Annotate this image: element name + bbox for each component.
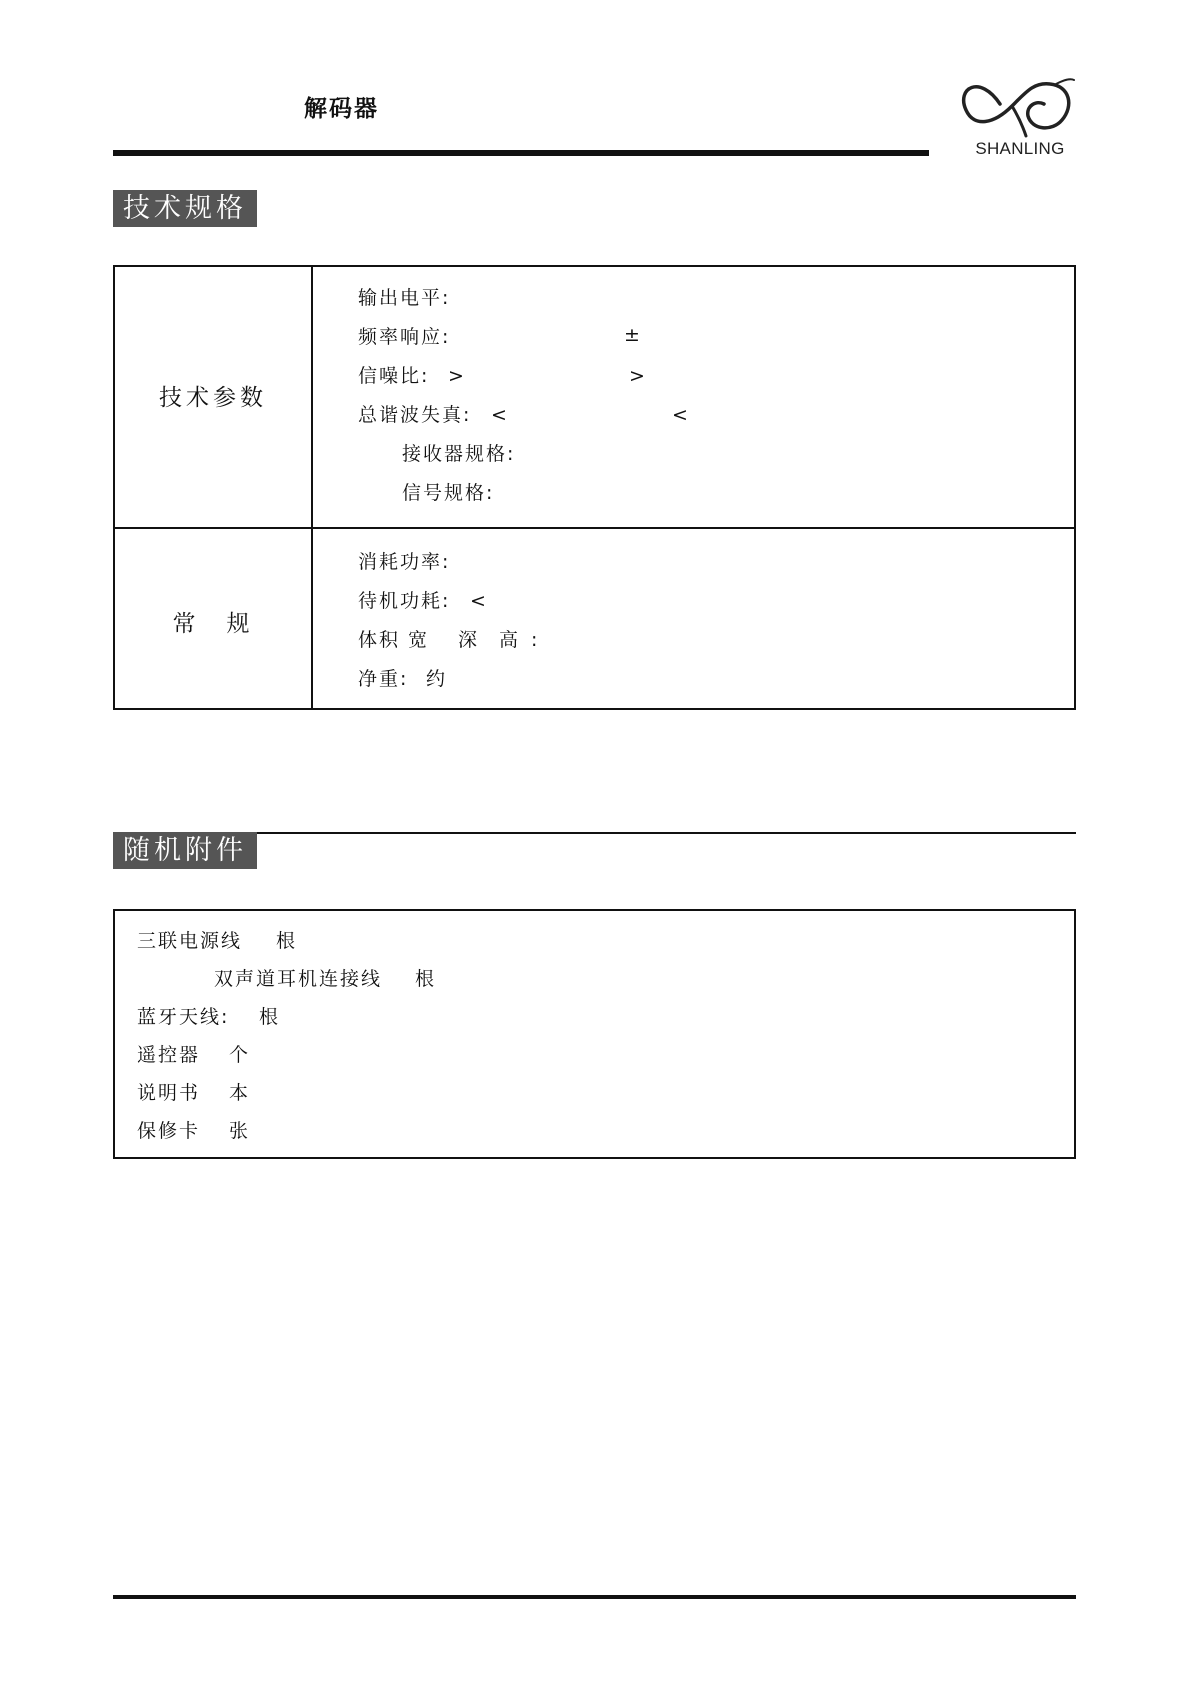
spec-frequency-tolerance: ± [624, 324, 642, 346]
spec-dimensions-height: 高 [499, 629, 521, 651]
accessory-power-cord: 三联电源线 [137, 930, 243, 952]
spec-thd: 总谐波失真: [358, 404, 472, 426]
accessory-headphone-cable: 双声道耳机连接线 [214, 968, 383, 990]
spec-snr-greater-2: > [629, 365, 647, 387]
spec-dimensions-colon: : [531, 629, 540, 651]
accessory-manual-unit: 本 [229, 1082, 251, 1104]
accessory-power-cord-unit: 根 [276, 930, 298, 952]
section-title-accessories: 随机附件 [113, 832, 257, 869]
spec-standby-power: 待机功耗: [358, 590, 451, 612]
accessory-warranty-card-unit: 张 [229, 1120, 251, 1142]
spec-power-consumption: 消耗功率: [358, 551, 451, 573]
section-rule-accessories [246, 832, 1076, 834]
accessory-remote: 遥控器 [137, 1044, 201, 1066]
logo-text: SHANLING [975, 139, 1065, 158]
category-technical: 技术参数 [159, 385, 267, 411]
spec-receiver: 接收器规格: [402, 443, 516, 465]
header-rule [113, 150, 929, 156]
spec-net-weight: 净重: [358, 668, 409, 690]
spec-output-level: 输出电平: [358, 287, 451, 309]
spec-dimensions-depth: 深 [458, 629, 480, 651]
specifications-table [113, 265, 1076, 710]
brand-logo [960, 76, 1080, 162]
accessory-headphone-cable-unit: 根 [415, 968, 437, 990]
accessory-bluetooth-antenna: 蓝牙天线: [137, 1006, 230, 1028]
category-general: 常 规 [172, 611, 254, 637]
accessory-remote-unit: 个 [229, 1044, 251, 1066]
table-divider-vertical [311, 267, 313, 708]
accessory-manual: 说明书 [137, 1082, 201, 1104]
document-title: 解码器 [304, 96, 379, 122]
section-title-specifications: 技术规格 [113, 190, 257, 227]
spec-thd-less-1: < [491, 404, 509, 426]
spec-signal: 信号规格: [402, 482, 495, 504]
accessory-bluetooth-antenna-unit: 根 [259, 1006, 281, 1028]
spec-net-weight-approx: 约 [426, 668, 448, 690]
footer-rule [113, 1595, 1076, 1599]
spec-frequency-response: 频率响应: [358, 326, 451, 348]
table-divider-horizontal [115, 527, 1074, 529]
spec-snr-greater-1: > [448, 365, 466, 387]
shanling-logo-icon [960, 76, 1080, 140]
spec-standby-less: < [470, 590, 488, 612]
spec-snr: 信噪比: [358, 365, 430, 387]
spec-thd-less-2: < [672, 404, 690, 426]
accessory-warranty-card: 保修卡 [137, 1120, 201, 1142]
accessories-box [113, 909, 1076, 1159]
spec-dimensions-width: 体积 宽 [358, 629, 430, 651]
